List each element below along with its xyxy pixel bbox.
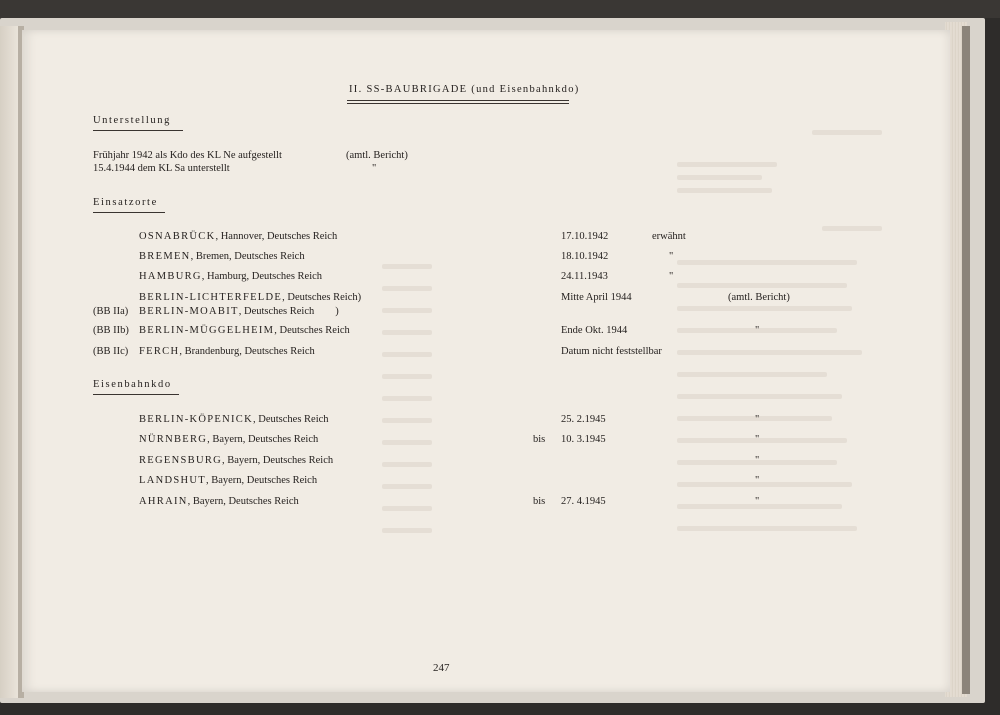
section-rule-einsatzorte bbox=[93, 212, 165, 213]
einsatzort-note-0: erwähnt bbox=[652, 231, 686, 242]
einsatzort-code-5: (BB IIb) bbox=[93, 325, 129, 336]
eisenbahnkdo-place-4 bbox=[139, 496, 299, 507]
einsatzort-code-6: (BB IIc) bbox=[93, 346, 129, 357]
einsatzort-date-2: 24.11.1943 bbox=[561, 271, 608, 282]
section-rule-unterstellung bbox=[93, 130, 183, 131]
einsatzort-note-2: " bbox=[669, 271, 674, 282]
einsatzort-date-3: Mitte April 1944 bbox=[561, 292, 632, 303]
einsatzort-note-5: " bbox=[755, 325, 760, 336]
einsatzort-place-name-1: BREMEN bbox=[139, 251, 191, 262]
title-rule-2 bbox=[347, 103, 569, 104]
eisenbahnkdo-region-1: , Bayern, Deutsches Reich bbox=[207, 434, 319, 445]
page-number: 247 bbox=[433, 662, 450, 674]
einsatzort-place-name-3: BERLIN-LICHTERFELDE bbox=[139, 292, 283, 303]
einsatzort-place-name-5: BERLIN-MÜGGELHEIM bbox=[139, 325, 275, 336]
section-heading-einsatzorte: Einsatzorte bbox=[93, 197, 158, 208]
eisenbahnkdo-note-0: " bbox=[755, 414, 760, 425]
einsatzort-date-6: Datum nicht feststellbar bbox=[561, 346, 662, 357]
eisenbahnkdo-region-0: , Deutsches Reich bbox=[253, 414, 329, 425]
unterstellung-note-1: " bbox=[372, 163, 377, 174]
eisenbahnkdo-bis-4: bis bbox=[533, 496, 546, 507]
einsatzort-region-2: , Hamburg, Deutsches Reich bbox=[201, 271, 323, 282]
eisenbahnkdo-place-1 bbox=[139, 434, 318, 445]
einsatzort-place-5 bbox=[139, 325, 350, 336]
eisenbahnkdo-place-name-3: LANDSHUT bbox=[139, 475, 206, 486]
eisenbahnkdo-bis-1: bis bbox=[533, 434, 546, 445]
eisenbahnkdo-note-1: " bbox=[755, 434, 760, 445]
einsatzort-place-2 bbox=[139, 271, 322, 282]
eisenbahnkdo-date-1: 10. 3.1945 bbox=[561, 434, 606, 445]
einsatzort-code-4: (BB IIa) bbox=[93, 306, 129, 317]
eisenbahnkdo-place-2 bbox=[139, 455, 333, 466]
einsatzort-date-0: 17.10.1942 bbox=[561, 231, 609, 242]
unterstellung-note-0: (amtl. Bericht) bbox=[346, 150, 408, 161]
eisenbahnkdo-region-4: , Bayern, Deutsches Reich bbox=[187, 496, 299, 507]
einsatzort-region-1: , Bremen, Deutsches Reich bbox=[190, 251, 305, 262]
einsatzort-place-name-0: OSNABRÜCK bbox=[139, 231, 216, 242]
section-heading-eisenbahnkdo: Eisenbahnkdo bbox=[93, 379, 172, 390]
einsatzort-date-5: Ende Okt. 1944 bbox=[561, 325, 628, 336]
eisenbahnkdo-place-name-0: BERLIN-KÖPENICK bbox=[139, 414, 253, 425]
eisenbahnkdo-date-4: 27. 4.1945 bbox=[561, 496, 606, 507]
einsatzort-region-0: , Hannover, Deutsches Reich bbox=[215, 231, 338, 242]
book-spine-edge bbox=[962, 26, 970, 694]
eisenbahnkdo-place-name-2: REGENSBURG bbox=[139, 455, 223, 466]
einsatzort-note-1: " bbox=[669, 251, 674, 262]
eisenbahnkdo-note-3: " bbox=[755, 475, 760, 486]
einsatzort-note-3: (amtl. Bericht) bbox=[728, 292, 790, 303]
einsatzort-place-6 bbox=[139, 346, 315, 357]
eisenbahnkdo-date-0: 25. 2.1945 bbox=[561, 414, 606, 425]
eisenbahnkdo-note-2: " bbox=[755, 455, 760, 466]
section-heading-unterstellung: Unterstellung bbox=[93, 115, 171, 126]
einsatzort-place-name-2: HAMBURG bbox=[139, 271, 202, 282]
eisenbahnkdo-place-0 bbox=[139, 414, 329, 425]
einsatzort-place-0 bbox=[139, 231, 337, 242]
einsatzort-region-5: , Deutsches Reich bbox=[274, 325, 350, 336]
einsatzort-place-3 bbox=[139, 292, 361, 303]
eisenbahnkdo-note-4: " bbox=[755, 496, 760, 507]
einsatzort-region-3: , Deutsches Reich) bbox=[282, 292, 362, 303]
left-page-edge bbox=[0, 26, 20, 698]
eisenbahnkdo-place-name-1: NÜRNBERG bbox=[139, 434, 208, 445]
page-title: II. SS-BAUBRIGADE (und Eisenbahnkdo) bbox=[349, 84, 580, 95]
einsatzort-place-name-4: BERLIN-MOABIT bbox=[139, 306, 239, 317]
einsatzort-region-6: , Brandenburg, Deutsches Reich bbox=[179, 346, 315, 357]
eisenbahnkdo-region-2: , Bayern, Deutsches Reich bbox=[222, 455, 334, 466]
document-page bbox=[22, 30, 950, 692]
einsatzort-date-1: 18.10.1942 bbox=[561, 251, 609, 262]
eisenbahnkdo-place-3 bbox=[139, 475, 317, 486]
einsatzort-region-4: , Deutsches Reich ) bbox=[238, 306, 339, 317]
einsatzort-place-name-6: FERCH bbox=[139, 346, 180, 357]
title-rule-1 bbox=[347, 100, 569, 101]
unterstellung-text-0: Frühjahr 1942 als Kdo des KL Ne aufgestellt bbox=[93, 150, 282, 161]
einsatzort-place-4 bbox=[139, 306, 339, 317]
unterstellung-text-1: 15.4.1944 dem KL Sa unterstellt bbox=[93, 163, 230, 174]
eisenbahnkdo-place-name-4: AHRAIN bbox=[139, 496, 188, 507]
einsatzort-place-1 bbox=[139, 251, 305, 262]
section-rule-eisenbahnkdo bbox=[93, 394, 179, 395]
background-top bbox=[0, 0, 1000, 18]
eisenbahnkdo-region-3: , Bayern, Deutsches Reich bbox=[205, 475, 318, 486]
